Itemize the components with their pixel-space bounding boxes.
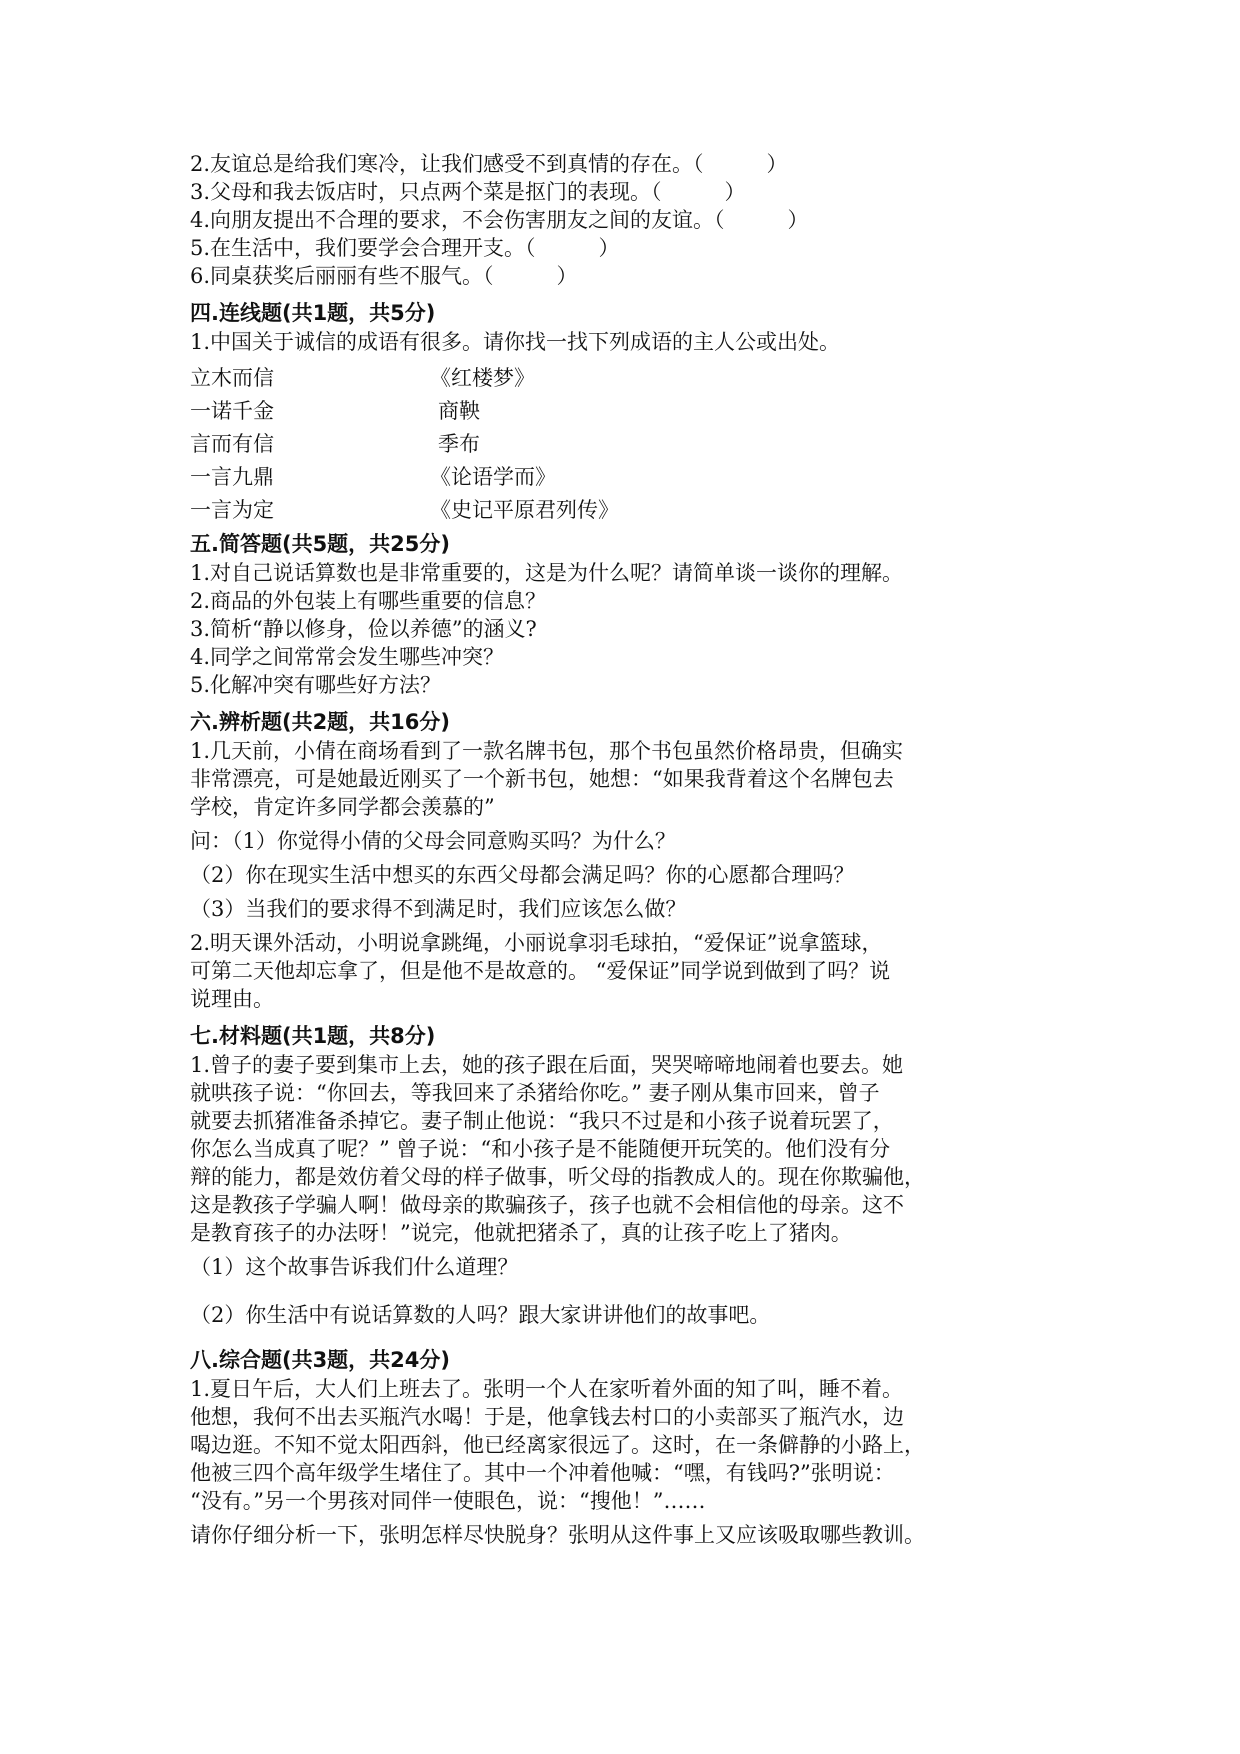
analysis-sub-question: （3）当我们的要求得不到满足时，我们应该怎么做？ — [190, 897, 687, 921]
analysis-q2-line: 2.明天课外活动，小明说拿跳绳，小丽说拿羽毛球拍，“爱保证”说拿篮球， — [190, 931, 883, 955]
idiom-source: 商鞅 — [438, 399, 480, 423]
short-answer-question: 3.简析“静以修身，俭以养德”的涵义? — [190, 617, 537, 641]
short-answer-question: 2.商品的外包装上有哪些重要的信息？ — [190, 589, 547, 613]
comprehensive-question: 请你仔细分析一下，张明怎样尽快脱身？张明从这件事上又应该吸取哪些教训。 — [190, 1523, 925, 1547]
judgement-item: 4.向朋友提出不合理的要求，不会伤害朋友之间的友谊。（ ） — [190, 208, 809, 232]
matching-row — [190, 362, 1070, 395]
judgement-item: 2.友谊总是给我们寒冷，让我们感受不到真情的存在。（ ） — [190, 152, 788, 176]
material-sub-question: （2）你生活中有说话算数的人吗？跟大家讲讲他们的故事吧。 — [190, 1303, 771, 1327]
section-heading-comprehensive: 八.综合题(共3题，共24分) — [190, 1348, 451, 1372]
exam-page — [190, 150, 1070, 1549]
judgement-item: 6.同桌获奖后丽丽有些不服气。（ ） — [190, 264, 578, 288]
section-heading-analysis: 六.辨析题(共2题，共16分) — [190, 710, 451, 734]
section-heading-matching: 四.连线题(共1题，共5分) — [190, 301, 436, 325]
idiom: 一言为定 — [190, 498, 274, 522]
analysis-sub-question: 问：（1）你觉得小倩的父母会同意购买吗？为什么？ — [190, 829, 676, 853]
material-sub-question: （1）这个故事告诉我们什么道理？ — [190, 1255, 519, 1279]
comprehensive-line: “没有。”另一个男孩对同伴一使眼色，说：“搜他！”…… — [190, 1489, 706, 1513]
judgement-item: 3.父母和我去饭店时，只点两个菜是抠门的表现。（ ） — [190, 180, 746, 204]
idiom: 一诺千金 — [190, 399, 274, 423]
comprehensive-line: 喝边逛。不知不觉太阳西斜，他已经离家很远了。这时，在一条僻静的小路上， — [190, 1433, 925, 1457]
matching-pairs — [190, 362, 1070, 527]
analysis-q1-line: 1.几天前，小倩在商场看到了一款名牌书包，那个书包虽然价格昂贵，但确实 — [190, 739, 904, 763]
judgement-items — [190, 150, 1070, 290]
section-heading-material: 七.材料题(共1题，共8分) — [190, 1024, 436, 1048]
material-line: 辩的能力，都是效仿着父母的样子做事，听父母的指教成人的。现在你欺骗他， — [190, 1165, 925, 1189]
idiom-source: 《论语学而》 — [430, 465, 556, 489]
material-line: 就哄孩子说：“你回去，等我回来了杀猪给你吃。” 妻子刚从集市回来，曾子 — [190, 1081, 880, 1105]
short-answer-question: 4.同学之间常常会发生哪些冲突？ — [190, 645, 505, 669]
material-line: 1.曾子的妻子要到集市上去，她的孩子跟在后面，哭哭啼啼地闹着也要去。她 — [190, 1053, 904, 1077]
matching-question: 1.中国关于诚信的成语有很多。请你找一找下列成语的主人公或出处。 — [190, 330, 841, 354]
material-line: 是教育孩子的办法呀！”说完，他就把猪杀了，真的让孩子吃上了猪肉。 — [190, 1221, 852, 1245]
idiom: 一言九鼎 — [190, 465, 274, 489]
judgement-item: 5.在生活中，我们要学会合理开支。（ ） — [190, 236, 620, 260]
idiom-source: 《红楼梦》 — [430, 366, 535, 390]
material-line: 这是教孩子学骗人啊！做母亲的欺骗孩子，孩子也就不会相信他的母亲。这不 — [190, 1193, 904, 1217]
material-line: 就要去抓猪准备杀掉它。妻子制止他说：“我只不过是和小孩子说着玩罢了， — [190, 1109, 894, 1133]
analysis-q2-line: 可第二天他却忘拿了，但是他不是故意的。 “爱保证”同学说到做到了吗？说 — [190, 959, 891, 983]
analysis-q1-line: 非常漂亮，可是她最近刚买了一个新书包，她想：“如果我背着这个名牌包去 — [190, 767, 894, 791]
short-answer-question: 1.对自己说话算数也是非常重要的，这是为什么呢？请简单谈一谈你的理解。 — [190, 561, 904, 585]
matching-row — [190, 428, 1070, 461]
material-line: 你怎么当成真了呢？” 曾子说：“和小孩子是不能随便开玩笑的。他们没有分 — [190, 1137, 891, 1161]
matching-row — [190, 395, 1070, 428]
analysis-q2-line: 说理由。 — [190, 987, 274, 1011]
short-answer-question: 5.化解冲突有哪些好方法？ — [190, 673, 442, 697]
analysis-sub-question: （2）你在现实生活中想买的东西父母都会满足吗？你的心愿都合理吗？ — [190, 863, 855, 887]
analysis-q1-line: 学校，肯定许多同学都会羡慕的” — [190, 795, 495, 819]
idiom-source: 《史记平原君列传》 — [430, 498, 619, 522]
idiom: 立木而信 — [190, 366, 274, 390]
comprehensive-line: 1.夏日午后，大人们上班去了。张明一个人在家听着外面的知了叫，睡不着。 — [190, 1377, 904, 1401]
section-heading-short-answer: 五.简答题(共5题，共25分) — [190, 532, 451, 556]
idiom: 言而有信 — [190, 432, 274, 456]
idiom-source: 季布 — [438, 432, 480, 456]
matching-row — [190, 494, 1070, 527]
comprehensive-line: 他被三四个高年级学生堵住了。其中一个冲着他喊：“嘿，有钱吗?”张明说： — [190, 1461, 895, 1485]
comprehensive-line: 他想，我何不出去买瓶汽水喝！于是，他拿钱去村口的小卖部买了瓶汽水，边 — [190, 1405, 904, 1429]
matching-row — [190, 461, 1070, 494]
